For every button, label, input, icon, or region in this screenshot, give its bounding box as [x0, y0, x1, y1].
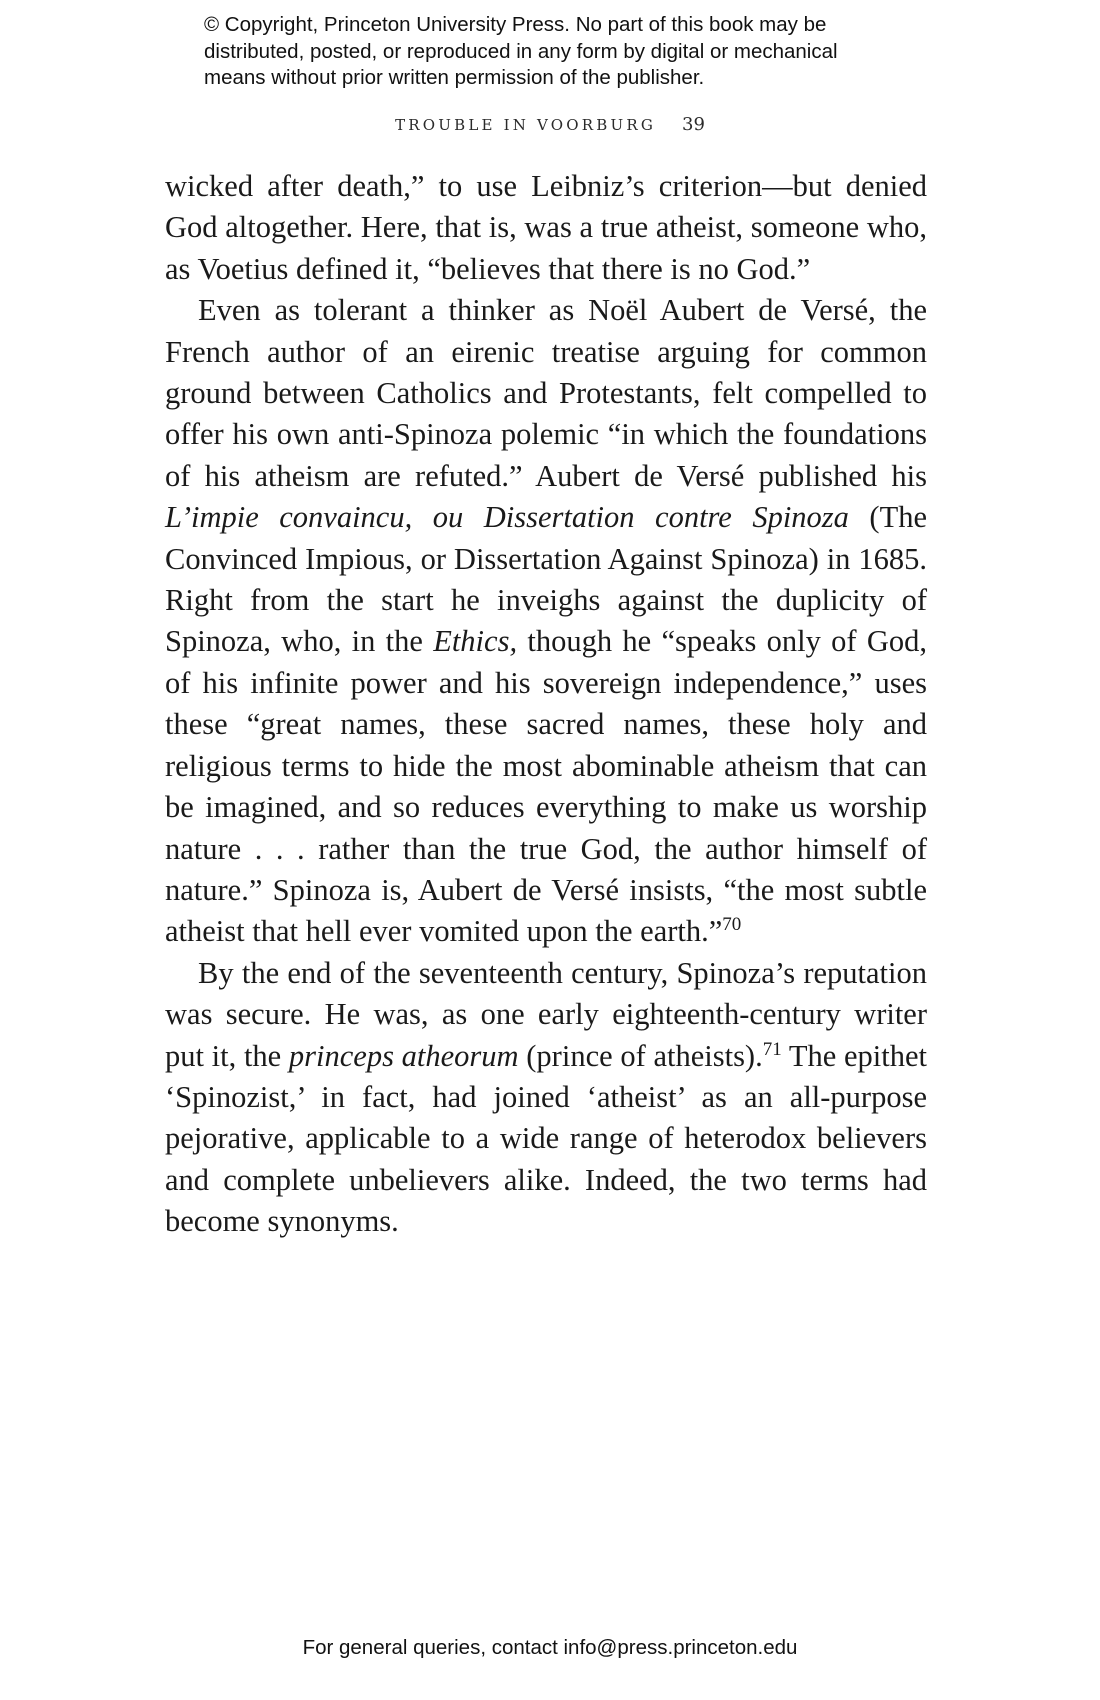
footnote-ref-71: 71	[762, 1038, 782, 1060]
paragraph-2-text-c: though he “speaks only of God, of his infinite power and his sovereign independence,” uses these “great names, these sacred names, these holy and religious terms to hide the most abominable atheism that can be imagined, and so reduces everything to make us worship nature . . . rather than the true God, the author himself of nature.” Spinoza is, Aubert de Versé insists, “the most subtle atheist that hell ever vomited upon the earth.”	[165, 624, 927, 949]
copyright-line-3: means without prior written permission of the publisher.	[204, 66, 705, 89]
paragraph-1: wicked after death,” to use Leibniz’s criterion—but denied God altogether. Here, that is, was a true atheist, someone who, as Voetius defined it, “believes that there is no God.”	[165, 169, 927, 286]
paragraph-3-text-b: (prince of atheists).	[518, 1038, 763, 1073]
phrase-princeps-atheorum: princeps atheorum	[288, 1038, 519, 1073]
paragraph-3-text-c: The epithet ‘Spinozist,’ in fact, had joined ‘atheist’ as an all-purpose pejorative, applicable to a wide range of heterodox believers and complete unbelievers alike. Indeed, the two terms had become synonyms.	[165, 1038, 927, 1239]
paragraph-3	[165, 953, 927, 1243]
footnote-ref-70: 70	[722, 914, 742, 936]
book-title-ethics: Ethics,	[433, 624, 518, 659]
copyright-line-1: © Copyright, Princeton University Press. No part of this book may be	[204, 13, 827, 36]
book-title-limpie-convaincu: L’impie convaincu, ou Dissertation contre Spinoza	[165, 500, 849, 535]
paragraph-2-text-a: Even as tolerant a thinker as Noël Aubert de Versé, the French author of an eirenic treatise arguing for common ground between Catholics and Protestants, felt compelled to offer his own anti-Spinoza polemic “in which the foundations of his atheism are refuted.” Aubert de Versé published his	[165, 293, 927, 493]
page-number: 39	[682, 114, 705, 135]
paragraph-2-text-b: (The Convinced Impious, or Dissertation Against Spinoza) in 1685. Right from the start he inveighs against the duplicity of Spinoza, who, in the	[165, 500, 927, 659]
footer-contact: For general queries, contact info@press.princeton.edu	[302, 1636, 798, 1659]
paragraph-2	[165, 290, 927, 953]
running-head	[0, 114, 1100, 135]
body-text	[165, 166, 927, 1243]
copyright-line-2: distributed, posted, or reproduced in any form by digital or mechanical	[204, 39, 838, 63]
running-head-title: TROUBLE IN VOORBURG	[395, 116, 657, 134]
copyright-notice	[204, 12, 924, 92]
paragraph-3-text-a: By the end of the seventeenth century, Spinoza’s reputation was secure. He was, as one early eighteenth-century writer put it, the	[165, 955, 927, 1073]
